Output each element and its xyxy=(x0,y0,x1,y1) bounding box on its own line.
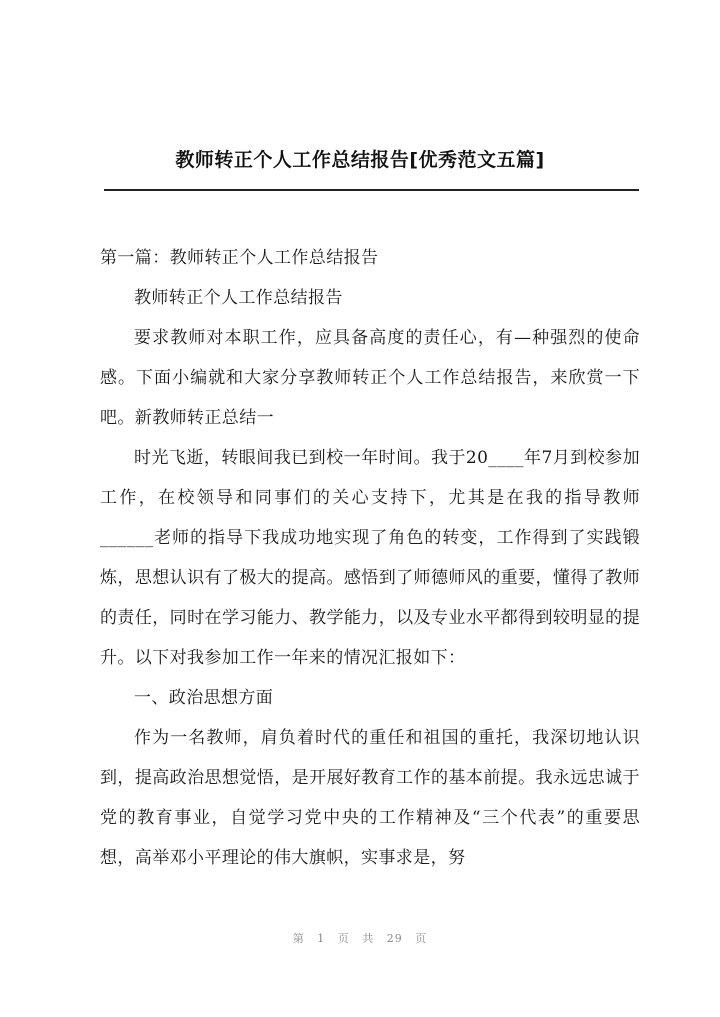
document-body xyxy=(100,238,640,878)
section-heading: 第一篇：教师转正个人工作总结报告 xyxy=(100,248,379,268)
footer-prefix: 第 xyxy=(292,932,305,945)
current-page-number: 1 xyxy=(317,932,326,945)
footer-total-word: 共 xyxy=(362,932,375,945)
footer-page-word: 页 xyxy=(337,932,350,945)
total-pages-number: 29 xyxy=(386,932,403,945)
paragraph-intro: 要求教师对本职工作，应具备高度的责任心，有—种强烈的使命感。下面小编就和大家分享教师转正个人工作总结报告，来欣赏一下吧。新教师转正总结一 xyxy=(100,328,640,428)
document-title: 教师转正个人工作总结报告[优秀范文五篇] xyxy=(175,149,545,171)
subsection-heading: 一、政治思想方面 xyxy=(134,688,274,708)
paragraph-subtitle: 教师转正个人工作总结报告 xyxy=(134,288,343,308)
title-divider xyxy=(104,189,639,191)
footer-suffix: 页 xyxy=(415,932,428,945)
page-footer xyxy=(0,930,720,946)
paragraph-overview: 时光飞逝，转眼间我已到校一年时间。我于20____年7月到校参加工作，在校领导和同事们的关心支持下，尤其是在我的指导教师______老师的指导下我成功地实现了角色的转变，工作得到了实践锻炼，思想认识有了极大的提高。感悟到了师德师风的重要，懂得了教师的责任，同时在学习能力、教学能力，以及专业水平都得到较明显的提升。以下对我参加工作一年来的情况汇报如下： xyxy=(100,448,640,668)
paragraph-politics: 作为一名教师，肩负着时代的重任和祖国的重托，我深切地认识到，提高政治思想觉悟，是开展好教育工作的基本前提。我永远忠诚于党的教育事业，自觉学习党中央的工作精神及“三个代表”的重要思想，高举邓小平理论的伟大旗帜，实事求是，努 xyxy=(100,728,640,868)
